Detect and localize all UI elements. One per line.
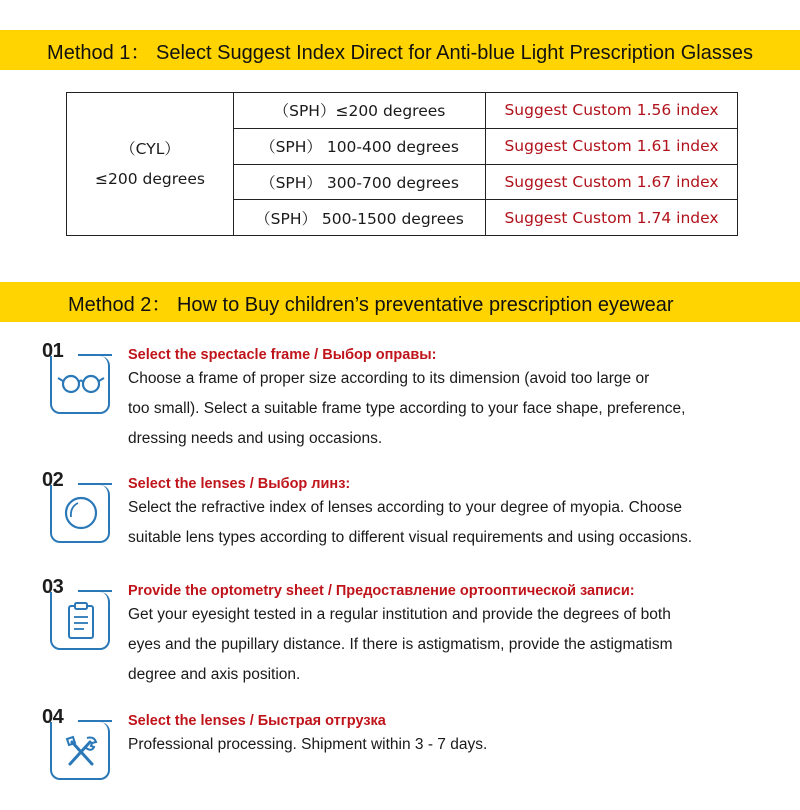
suggest-cell: Suggest Custom 1.67 index [486,164,738,200]
body-line: too small). Select a suitable frame type according to your face shape, preference, [128,400,686,417]
body-line: dressing needs and using occasions. [128,430,383,447]
body-line: Professional processing. Shipment within 3 - 7 days. [128,736,488,753]
step-text [128,712,778,760]
cyl-cell [67,93,234,236]
step-number: 03 [42,576,64,598]
method1-banner [0,30,800,70]
step-title: Select the spectacle frame / Выбор оправы: [128,347,437,363]
glasses-icon [56,364,106,404]
step-text [128,475,778,553]
tools-icon [56,730,106,770]
suggest-cell: Suggest Custom 1.56 index [486,93,738,129]
body-line: suitable lens types according to different visual requirements and using occasions. [128,529,693,546]
step-number: 04 [42,706,64,728]
step-item-04 [42,706,782,792]
method2-heading: Method 2： How to Buy children’s preventative prescription eyewear [68,293,674,316]
method2-banner [0,282,800,322]
body-line: Get your eyesight tested in a regular institution and provide the degrees of both [128,606,671,623]
cyl-label: （CYL） [120,140,180,158]
suggest-cell: Suggest Custom 1.74 index [486,200,738,236]
method1-heading: Method 1： Select Suggest Index Direct for Anti-blue Light Prescription Glasses [47,41,753,64]
sph-cell: （SPH） 300-700 degrees [234,164,486,200]
sph-cell: （SPH） 500-1500 degrees [234,200,486,236]
table-row [67,93,738,129]
index-table [66,92,738,236]
step-number: 01 [42,340,64,362]
lens-icon [56,493,106,533]
step-body [128,493,778,553]
body-line: degree and axis position. [128,666,301,683]
step-item-03 [42,576,782,692]
cyl-value: ≤200 degrees [95,170,205,188]
step-number: 02 [42,469,64,491]
clipboard-icon [56,600,106,640]
step-body [128,600,778,690]
body-line: Choose a frame of proper size according to its dimension (avoid too large or [128,370,650,387]
step-title: Select the lenses / Выбор линз: [128,476,351,492]
step-text [128,582,778,690]
body-line: Select the refractive index of lenses according to your degree of myopia. Choose [128,499,683,516]
step-item-02 [42,469,782,565]
step-body [128,730,778,760]
body-line: eyes and the pupillary distance. If there is astigmatism, provide the astigmatism [128,636,673,653]
step-body [128,364,778,454]
sph-cell: （SPH） 100-400 degrees [234,128,486,164]
step-title: Provide the optometry sheet / Предоставление ортооптической записи: [128,583,635,599]
step-text [128,346,778,454]
step-title: Select the lenses / Быстрая отгрузка [128,713,386,729]
step-item-01 [42,340,782,456]
suggest-cell: Suggest Custom 1.61 index [486,128,738,164]
sph-cell: （SPH）≤200 degrees [234,93,486,129]
